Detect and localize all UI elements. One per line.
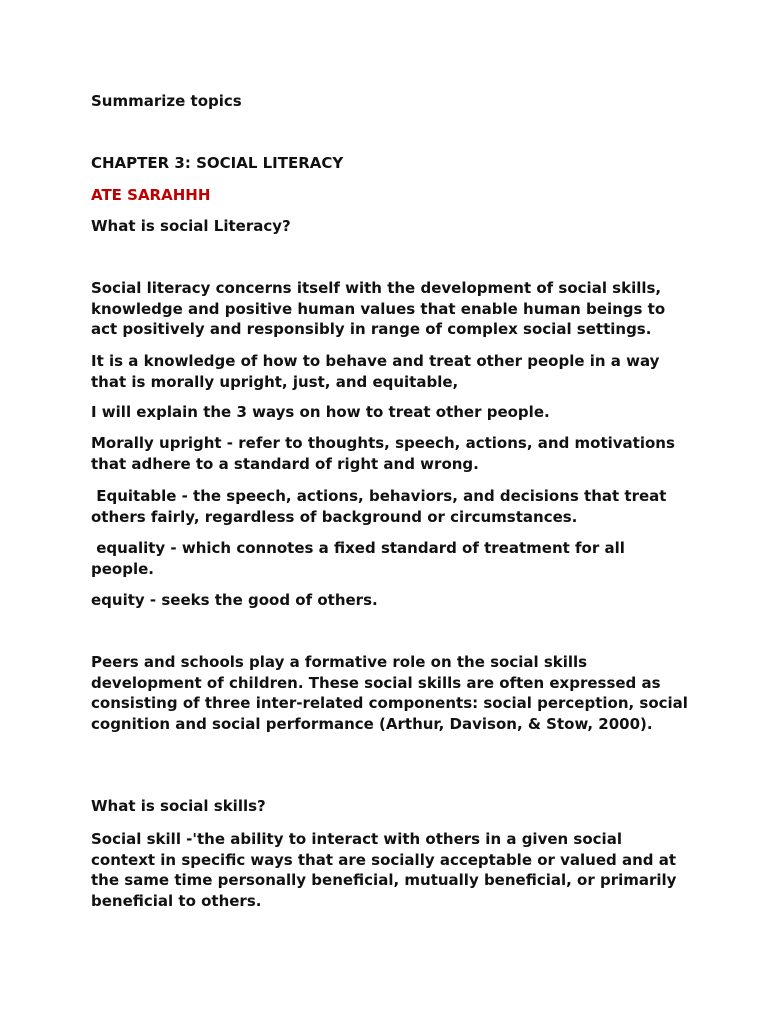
paragraph-social-skills-development: Peers and schools play a formative role on the social skills development of children. These social skills are often expressed as consisting of three inter-related components: social perception, social cognition and social performance (Arthur, Davison, & Stow, 2000). <box>91 653 694 733</box>
chapter-title: CHAPTER 3: SOCIAL LITERACY <box>91 154 344 172</box>
paragraph-equality: equality - which connotes a fixed standard of treatment for all people. <box>91 539 631 578</box>
question-social-skills: What is social skills? <box>91 797 266 815</box>
document-heading: Summarize topics <box>91 92 242 110</box>
author-name: ATE SARAHHH <box>91 186 211 204</box>
paragraph-social-literacy-definition: Social literacy concerns itself with the development of social skills, knowledge and positive human values that enable human beings to act positively and responsibly in range of complex social settings. <box>91 279 671 338</box>
paragraph-morally-upright: Morally upright - refer to thoughts, speech, actions, and motivations that adhere to a standard of right and wrong. <box>91 434 681 473</box>
paragraph-knowledge-behavior: It is a knowledge of how to behave and treat other people in a way that is morally upright, just, and equitable, <box>91 352 665 391</box>
paragraph-social-skill-definition: Social skill -'the ability to interact with others in a given social context in specific ways that are socially acceptable or valued and at the same time personally beneficial, mutually beneficial, or primarily beneficial to others. <box>91 830 682 910</box>
paragraph-equitable: Equitable - the speech, actions, behaviors, and decisions that treat others fairly, regardless of background or circumstances. <box>91 487 672 526</box>
paragraph-equity: equity - seeks the good of others. <box>91 591 378 609</box>
paragraph-three-ways: I will explain the 3 ways on how to treat other people. <box>91 403 550 421</box>
question-social-literacy: What is social Literacy? <box>91 217 291 235</box>
